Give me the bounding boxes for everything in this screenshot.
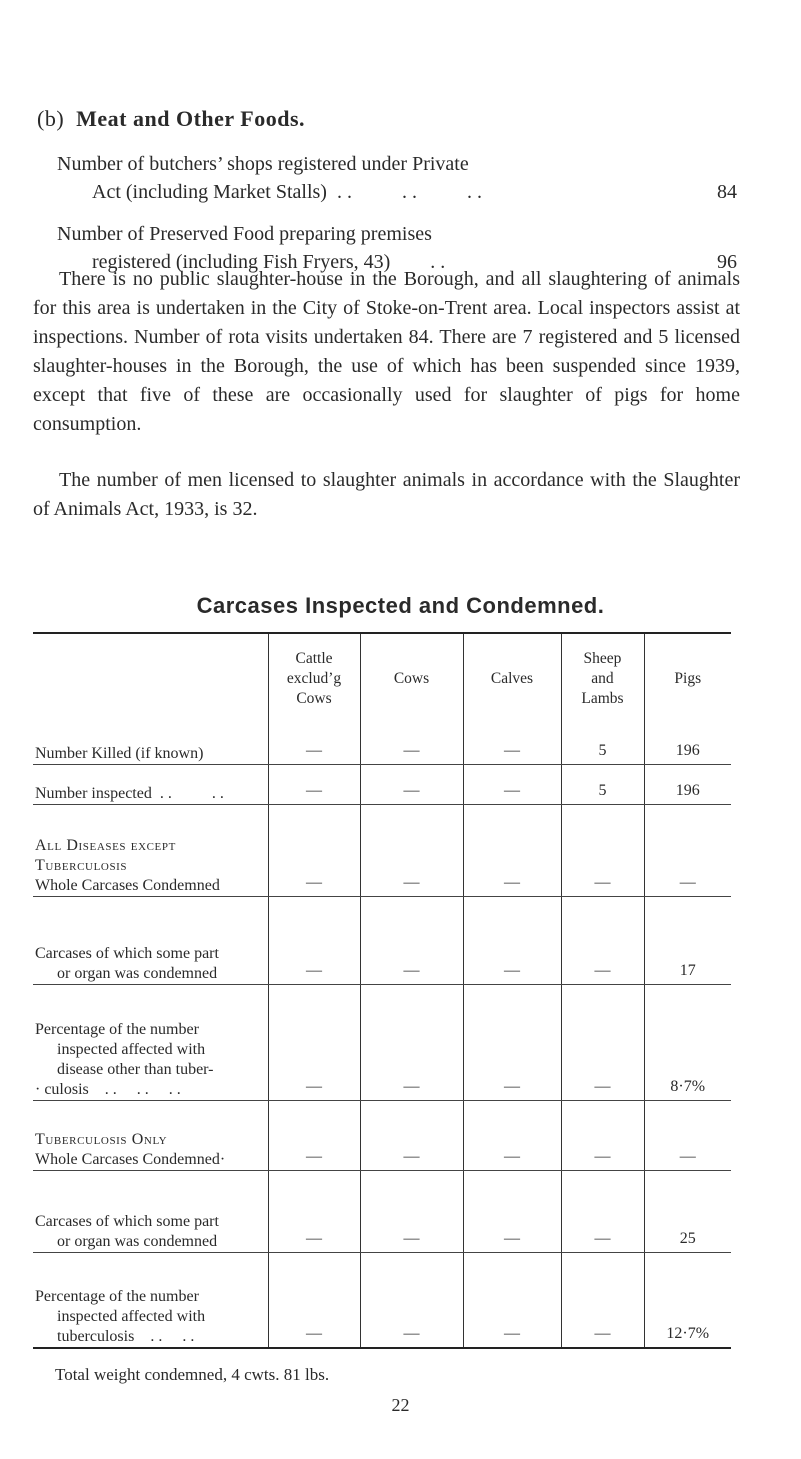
header-blank bbox=[33, 634, 268, 724]
cell: — bbox=[463, 724, 561, 764]
row-label: Percentage of the number inspected affected with disease other than tuber- · culosis . . . . . . bbox=[33, 984, 268, 1100]
carcases-table bbox=[33, 632, 731, 1349]
page-number: 22 bbox=[391, 1395, 410, 1415]
cell: — bbox=[561, 1252, 644, 1348]
col-calves: Calves bbox=[463, 634, 561, 724]
row-label: Carcases of which some part or organ was condemned bbox=[33, 1170, 268, 1252]
table-row bbox=[33, 804, 731, 896]
entry-value: 96 bbox=[717, 251, 737, 273]
entry-line: Act (including Market Stalls) . . . . . . bbox=[92, 181, 482, 203]
cell: 12·7% bbox=[644, 1252, 731, 1348]
row-label: Number Killed (if known) bbox=[33, 724, 268, 764]
table-row bbox=[33, 1170, 731, 1252]
cell: — bbox=[644, 804, 731, 896]
cell: — bbox=[644, 1100, 731, 1170]
cell: — bbox=[561, 1170, 644, 1252]
cell: 196 bbox=[644, 724, 731, 764]
section-title: Meat and Other Foods. bbox=[76, 106, 306, 131]
cell: — bbox=[360, 724, 463, 764]
total-weight-note: Total weight condemned, 4 cwts. 81 lbs. bbox=[55, 1365, 330, 1384]
cell: — bbox=[268, 1252, 360, 1348]
entry-line: Number of Preserved Food preparing premises bbox=[57, 223, 432, 245]
col-cattle: Cattle exclud’g Cows bbox=[268, 634, 360, 724]
row-label: All Diseases except Tuberculosis Whole Carcases Condemned bbox=[33, 804, 268, 896]
row-label: Percentage of the number inspected affected with tuberculosis . . . . bbox=[35, 1288, 206, 1345]
cell: — bbox=[360, 764, 463, 804]
cell: — bbox=[360, 1170, 463, 1252]
cell: — bbox=[463, 804, 561, 896]
entry-line: Number of butchers’ shops registered under Private bbox=[57, 153, 469, 175]
table-row bbox=[33, 1100, 731, 1170]
cell: — bbox=[463, 764, 561, 804]
table-row bbox=[33, 984, 731, 1100]
col-pigs: Pigs bbox=[644, 634, 731, 724]
cell: — bbox=[561, 1100, 644, 1170]
cell: — bbox=[360, 1252, 463, 1348]
table-header-row bbox=[33, 634, 731, 724]
cell: — bbox=[463, 896, 561, 984]
cell: 17 bbox=[644, 896, 731, 984]
cell: — bbox=[463, 1170, 561, 1252]
cell: — bbox=[360, 1100, 463, 1170]
row-label: Carcases of which some part or organ was condemned bbox=[33, 896, 268, 984]
table-row bbox=[33, 724, 731, 764]
cell: 5 bbox=[561, 724, 644, 764]
cell: — bbox=[268, 984, 360, 1100]
table-row bbox=[33, 896, 731, 984]
cell: — bbox=[268, 896, 360, 984]
table-row bbox=[33, 1252, 731, 1348]
cell: — bbox=[561, 984, 644, 1100]
cell: — bbox=[360, 804, 463, 896]
col-sheep: Sheep and Lambs bbox=[561, 634, 644, 724]
table-row bbox=[33, 764, 731, 804]
butchers-shops-entry bbox=[57, 150, 737, 206]
section-heading bbox=[37, 106, 305, 132]
col-cows: Cows bbox=[360, 634, 463, 724]
cell: — bbox=[268, 1170, 360, 1252]
section-prefix: (b) bbox=[37, 106, 65, 131]
row-label: Tuberculosis Only Whole Carcases Condemned· bbox=[33, 1100, 268, 1170]
cell: — bbox=[463, 984, 561, 1100]
cell: — bbox=[561, 804, 644, 896]
cell: — bbox=[463, 1252, 561, 1348]
cell: 196 bbox=[644, 764, 731, 804]
cell: — bbox=[360, 896, 463, 984]
cell: 8·7% bbox=[644, 984, 731, 1100]
row-label: Number inspected . . . . bbox=[33, 764, 268, 804]
entry-value: 84 bbox=[717, 181, 737, 203]
cell: — bbox=[268, 764, 360, 804]
cell: 25 bbox=[644, 1170, 731, 1252]
table-title: Carcases Inspected and Condemned. bbox=[196, 593, 605, 618]
entry-line: registered (including Fish Fryers, 43) . . bbox=[92, 251, 446, 273]
cell: — bbox=[268, 1100, 360, 1170]
cell: — bbox=[463, 1100, 561, 1170]
licensed-slaughterers-paragraph: The number of men licensed to slaughter animals in accordance with the Slaughter of Animals Act, 1933, is 32. bbox=[33, 469, 740, 520]
cell: — bbox=[268, 804, 360, 896]
slaughter-house-paragraph: There is no public slaughter-house in the Borough, and all slaughtering of animals for this area is undertaken in the City of Stoke-on-Trent area. Local inspectors assist at inspections. Number of rota visits undertaken 84. There are 7 registered and 5 licensed slaughter-houses in the Borough, the use of which has been suspended since 1939, except that five of these are occasionally used for slaughter of pigs for home consumption. bbox=[33, 268, 740, 435]
cell: — bbox=[561, 896, 644, 984]
cell: — bbox=[268, 724, 360, 764]
cell: 5 bbox=[561, 764, 644, 804]
cell: — bbox=[360, 984, 463, 1100]
